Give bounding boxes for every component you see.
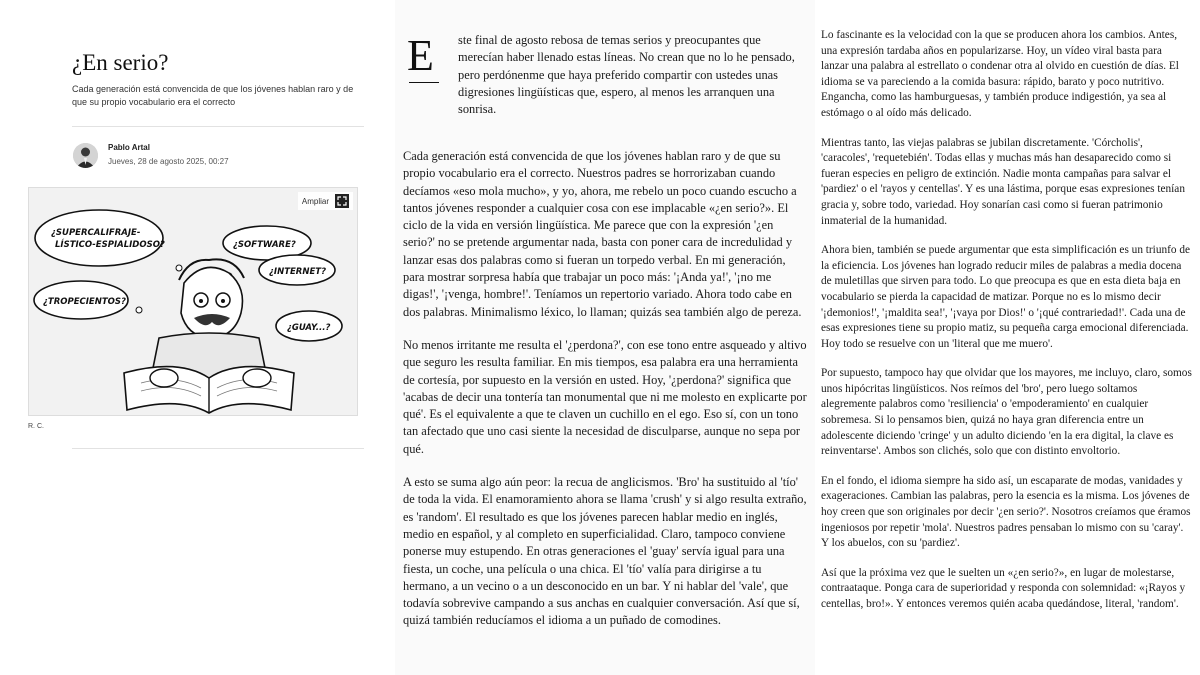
article-illustration[interactable]	[28, 187, 358, 416]
article-body-column-2	[818, 0, 1200, 675]
bubble-software: ¿SOFTWARE?	[233, 240, 296, 250]
bubble-guay: ¿GUAY...?	[287, 323, 331, 333]
drop-cap-rule	[409, 82, 439, 83]
expand-label: Ampliar	[301, 196, 329, 206]
article-header-column	[0, 0, 380, 675]
article-subtitle: Cada generación está convencida de que los jóvenes hablan raro y de que su propio vocabulario era el correcto	[72, 84, 354, 107]
drop-cap: E	[407, 31, 434, 80]
body-paragraph: Cada generación está convencida de que los jóvenes hablan raro y de que su propio vocabulario era el correcto. Nuestros padres se horrorizaban cuando decíamos «eso mola mucho», y yo, ahora, me rebelo un poco cuando escucho a tantos jóvenes responder a cualquier cosa con ese implacable «¿en serio?». El ciclo de la vida en versión lingüística. Me parece que con la expresión '¿en serio?' no se pretende argumentar nada, basta con poner cara de incredulidad y lanzar esas dos palabras como si fueran un torpedo verbal. En mi generación, para mostrar sorpresa había que trabajar un poco más: '¡Anda ya!', '¡no me digas!', '¡venga, hombre!'. Teníamos un repertorio variado. Ahora todo cabe en dos palabras. Minimalismo léxico, lo llaman; quizás sea también algo de pereza.	[403, 149, 802, 319]
article-title: ¿En serio?	[72, 50, 169, 75]
divider	[72, 126, 364, 127]
author-name[interactable]: Pablo Artal	[108, 143, 150, 152]
bubble-tropecientos: ¿TROPECIENTOS?	[43, 297, 126, 307]
author-avatar[interactable]	[73, 143, 98, 168]
body-paragraph: A esto se suma algo aún peor: la recua de anglicismos. 'Bro' ha sustituido al 'tío' de toda la vida. El enamoramiento ahora se llama 'crush' y si algo resulta extraño, es 'random'. El resultado es que los jóvenes parecen hablar medio en inglés, medio en español, y al completo en superficialidad. Claro, tampoco conviene ponerse muy estupendo. En otras generaciones el 'guay' servía igual para una fiesta, un coche, una película o una chica. El 'tío' valía para dirigirse a tu hermano, a un vecino o a un desconocido en un bar. Y ni hablar del 'vale', que todavía sobrevive campando a sus anchas en cualquier conversación. Así que sí, quizá también reducíamos el idioma a un puñado de comodines.	[403, 475, 807, 628]
divider	[72, 448, 364, 449]
body-paragraph: En el fondo, el idioma siempre ha sido así, un escaparate de modas, vanidades y exageraciones. Cambian las palabras, pero la esencia es la misma. Los jóvenes de hoy creen que son originales por decir '¿en serio?'. Nosotros creíamos que éramos ingeniosos por repetir 'mola'. Nuestros padres pensaban lo mismo con su 'caray'. Y los abuelos, con su 'pardiez'.	[821, 474, 1191, 550]
lead-text: ste final de agosto rebosa de temas serios y preocupantes que merecían haber llenado estas líneas. No crean que no lo he pensado, pero perdónenme que haya preferido compartir con ustedes unas digresiones lingüísticas que, espero, al menos les arranquen una sonrisa.	[458, 33, 795, 117]
expand-icon	[335, 194, 349, 208]
body-paragraph: Ahora bien, también se puede argumentar que esta simplificación es un triunfo de la eficiencia. Los jóvenes han logrado reducir miles de palabras a media docena de muletillas que sirven para todo. Lo que preocupa es que en esta dieta baja en vocabulario se pierda la capacidad de matizar. Porque no es lo mismo decir '¡demonios!', '¡maldita sea!', '¡vaya por Dios!' o '¡qué contrariedad!'. Cada una de esas expresiones tiene su propio matiz, su pequeña carga emocional diferenciada. Hoy todo se resuelve con un 'literal que me muero'.	[821, 244, 1191, 350]
image-credit: R. C.	[28, 423, 44, 430]
body-paragraph: Lo fascinante es la velocidad con la que se producen ahora los cambios. Antes, una expresión tardaba años en popularizarse. Hoy, un vídeo viral basta para lanzar una palabra al estrellato o condenar otra al olvido en cuestión de días. El idioma se va pareciendo a la comida basura: rápido, barato y poco nutritivo. Engancha, como las hamburguesas, y también produce indigestión, ya sea al estómago o al oído más delicado.	[821, 29, 1179, 119]
bubble-supercalifragilistico-line2: LÍSTICO-ESPIALIDOSO?	[55, 240, 165, 250]
body-paragraph: No menos irritante me resulta el '¿perdona?', con ese tono entre asqueado y altivo que seguro les resulta familiar. En mis tiempos, esa palabra era una herramienta de cortesía, por supuesto en la versión en usted. Hoy, '¿perdona?' significa que 'acabas de decir una tontería tan monumental que ni me molesto en explicarte por qué'. Es el equivalente a que te claven un cuchillo en el ego. Eso sí, con un tono tan afectado que uno casi siente la necesidad de disculparse, aunque no sepa por qué.	[403, 337, 807, 456]
body-paragraph: Mientras tanto, las viejas palabras se jubilan discretamente. 'Córcholis', 'caracoles', 'requetebién'. Todas ellas y muchas más han desaparecido como si fueran especies en peligro de extinción. Nadie monta campañas para salvar el 'pardiez' o el 'rayos y centellas'. Y es una lástima, porque esas expresiones tenían gracia y, sobre todo, variedad. Hoy sonarían casi como si fueran patrimonio inmaterial de la humanidad.	[821, 136, 1185, 227]
publish-date: Jueves, 28 de agosto 2025, 00:27	[108, 157, 229, 166]
article-body-column-1	[395, 0, 815, 675]
body-paragraph: Así que la próxima vez que le suelten un «¿en serio?», en lugar de molestarse, contraataque. Ponga cara de superioridad y responda con solemnidad: «¡Rayos y centellas, bro!». Y entonces veremos quién acaba quedándose, literal, 'random'.	[821, 566, 1186, 610]
author-avatar-icon	[73, 143, 98, 168]
cartoon-illustration	[29, 188, 358, 416]
lead-paragraph	[403, 32, 807, 128]
body-paragraph: Por supuesto, tampoco hay que olvidar que los mayores, me incluyo, claro, somos unos hipócritas lingüísticos. Nos reímos del 'bro', pero luego soltamos alegremente palabros como 'resiliencia' o 'empoderamiento' en cualquier sobremesa. Si lo pensamos bien, quizá no haya gran diferencia entre un adolescente diciendo 'cringe' y un adulto diciendo 'en la era digital, la clave es reinventarse'. Ambos son clichés, solo que con distinto envoltorio.	[821, 367, 1192, 458]
expand-image-button[interactable]	[298, 192, 353, 210]
bubble-supercalifragilistico-line1: ¿SUPERCALIFRAJE-	[51, 228, 141, 238]
bubble-internet: ¿INTERNET?	[269, 267, 327, 277]
